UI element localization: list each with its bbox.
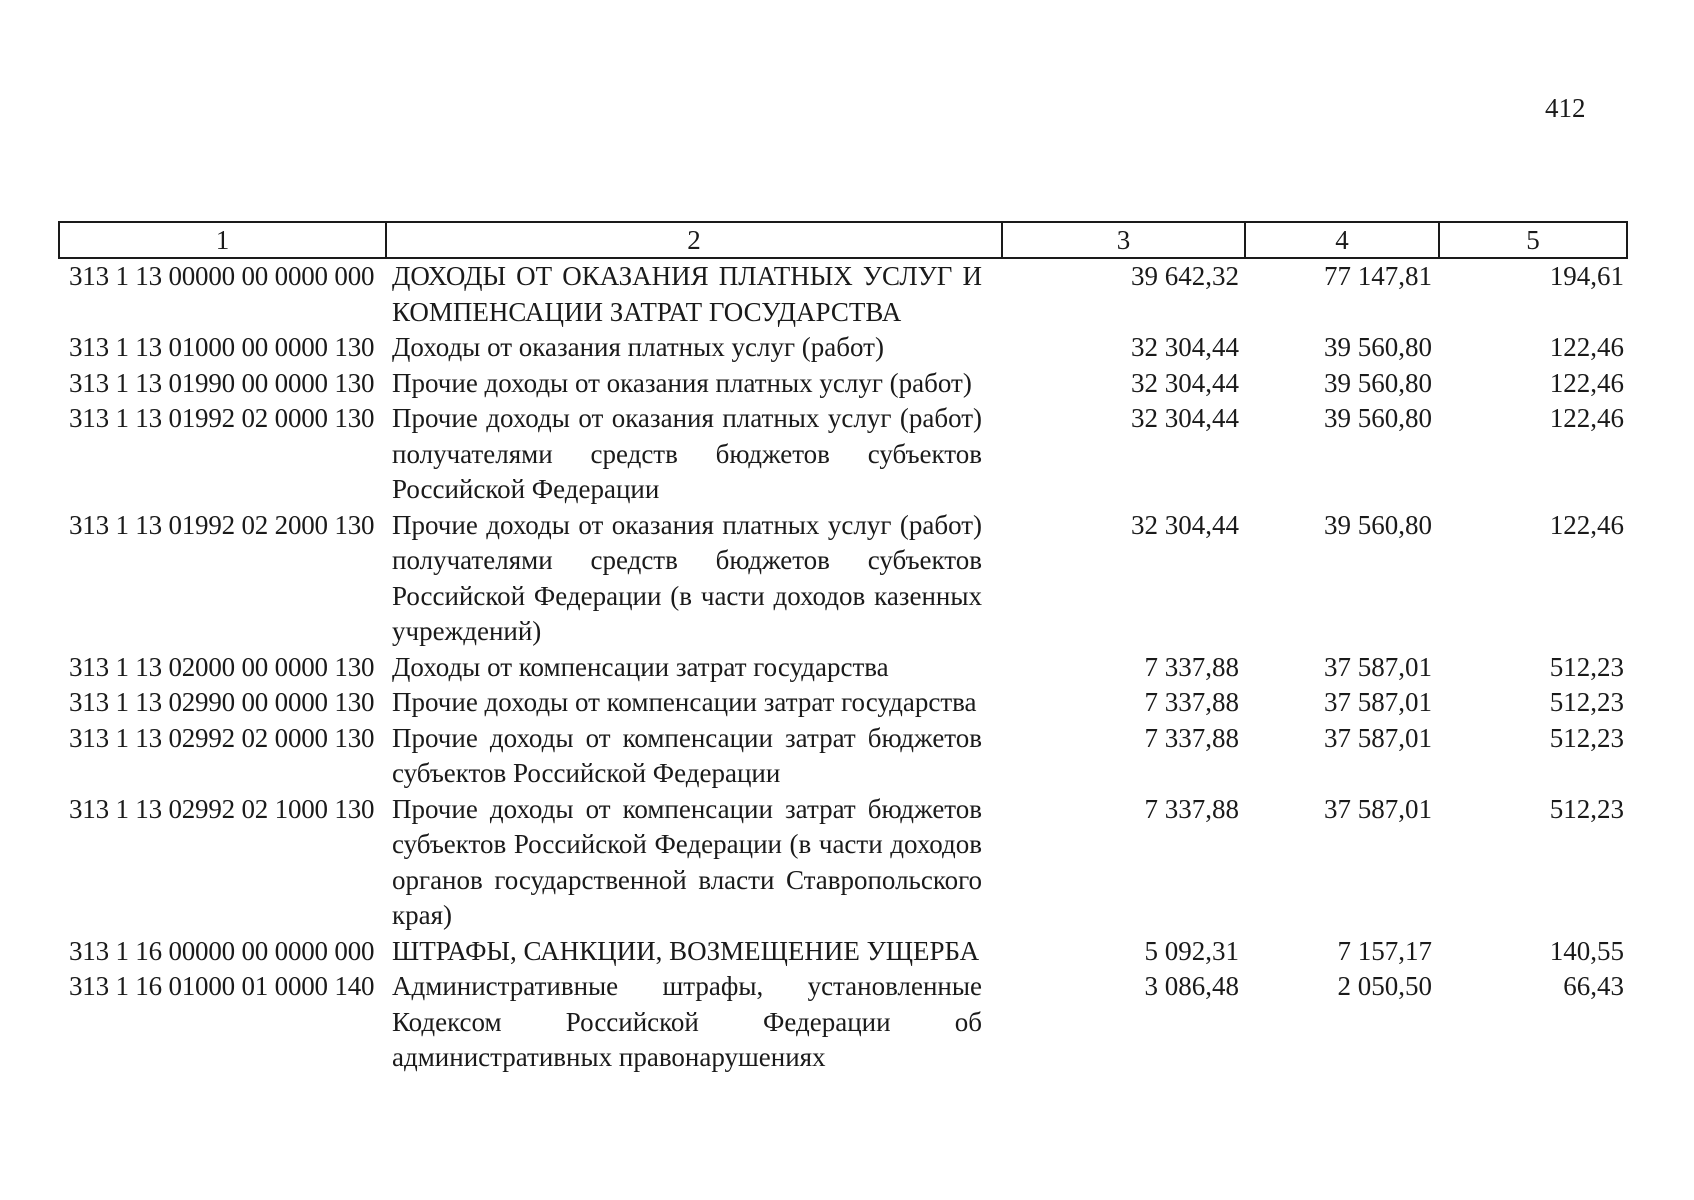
budget-code-cell: 313 1 13 02990 00 0000 130: [69, 687, 375, 717]
table-row: [59, 330, 1627, 366]
budget-code-cell: 313 1 13 02992 02 1000 130: [69, 793, 375, 824]
table-header: [59, 222, 1627, 258]
table-row: [59, 258, 1627, 330]
value-col4-cell: 7 157,17: [1337, 935, 1432, 966]
budget-code-cell: 313 1 13 02992 02 0000 130: [69, 722, 375, 753]
header-row: [59, 222, 1627, 258]
table-row: [59, 650, 1627, 686]
value-col4-cell: 77 147,81: [1324, 261, 1432, 291]
value-col3-cell: 39 642,32: [1131, 261, 1239, 291]
value-col3-cell: 7 337,88: [1144, 722, 1239, 753]
budget-code-cell: 313 1 16 00000 00 0000 000: [69, 935, 375, 966]
description-cell: ШТРАФЫ, САНКЦИИ, ВОЗМЕЩЕНИЕ УЩЕРБА: [392, 935, 980, 966]
table-row: [59, 366, 1627, 402]
value-col4-cell: 2 050,50: [1337, 971, 1432, 1001]
table-row: [59, 401, 1627, 508]
value-col4-cell: 37 587,01: [1324, 722, 1432, 753]
table-row: [59, 685, 1627, 721]
value-col5-cell: 140,55: [1549, 935, 1624, 966]
page-number: 412: [1545, 93, 1586, 123]
value-col5-cell: 122,46: [1549, 367, 1624, 398]
budget-code-cell: 313 1 13 00000 00 0000 000: [69, 261, 375, 291]
description-cell: Прочие доходы от компенсации затрат бюджетов субъектов Российской Федерации: [392, 722, 982, 788]
value-col3-cell: 3 086,48: [1144, 971, 1239, 1001]
description-cell: Прочие доходы от оказания платных услуг (работ) получателями средств бюджетов субъектов Российской Федерации: [392, 403, 982, 504]
value-col3-cell: 7 337,88: [1144, 793, 1239, 824]
value-col5-cell: 122,46: [1549, 403, 1624, 433]
budget-code-cell: 313 1 13 02000 00 0000 130: [69, 651, 375, 682]
table-row: [59, 721, 1627, 792]
budget-code-cell: 313 1 13 01992 02 2000 130: [69, 509, 375, 540]
value-col4-cell: 39 560,80: [1324, 509, 1432, 540]
table-body: [59, 258, 1627, 1076]
description-cell: Прочие доходы от оказания платных услуг (работ): [392, 367, 972, 398]
description-cell: Доходы от оказания платных услуг (работ): [392, 332, 884, 362]
column-header-code: 1: [59, 222, 386, 258]
description-cell: Прочие доходы от компенсации затрат государства: [392, 687, 977, 717]
value-col3-cell: 32 304,44: [1131, 509, 1239, 540]
table-row: [59, 792, 1627, 934]
value-col3-cell: 32 304,44: [1131, 403, 1239, 433]
description-cell: Административные штрафы, установленные Кодексом Российской Федерации об административных правонарушениях: [392, 971, 982, 1072]
column-header-5: 5: [1439, 222, 1627, 258]
value-col5-cell: 512,23: [1549, 651, 1624, 682]
value-col3-cell: 7 337,88: [1144, 651, 1239, 682]
budget-code-cell: 313 1 13 01992 02 0000 130: [69, 403, 375, 433]
value-col3-cell: 32 304,44: [1131, 332, 1239, 362]
value-col4-cell: 37 587,01: [1324, 651, 1432, 682]
budget-code-cell: 313 1 16 01000 01 0000 140: [69, 971, 375, 1001]
value-col4-cell: 37 587,01: [1324, 793, 1432, 824]
value-col5-cell: 512,23: [1549, 687, 1624, 717]
column-header-name: 2: [386, 222, 1002, 258]
value-col5-cell: 66,43: [1563, 971, 1624, 1001]
description-cell: Прочие доходы от компенсации затрат бюджетов субъектов Российской Федерации (в части доходов органов государственной власти Ставропольского края): [392, 793, 982, 930]
value-col5-cell: 122,46: [1549, 332, 1624, 362]
value-col3-cell: 7 337,88: [1144, 687, 1239, 717]
description-cell: ДОХОДЫ ОТ ОКАЗАНИЯ ПЛАТНЫХ УСЛУГ И КОМПЕНСАЦИИ ЗАТРАТ ГОСУДАРСТВА: [392, 261, 982, 327]
value-col4-cell: 39 560,80: [1324, 367, 1432, 398]
value-col4-cell: 39 560,80: [1324, 403, 1432, 433]
revenue-table: [58, 221, 1628, 1076]
value-col5-cell: 512,23: [1549, 793, 1624, 824]
table-row: [59, 934, 1627, 970]
budget-code-cell: 313 1 13 01990 00 0000 130: [69, 367, 375, 398]
description-cell: Доходы от компенсации затрат государства: [392, 651, 889, 682]
value-col3-cell: 5 092,31: [1144, 935, 1239, 966]
value-col4-cell: 37 587,01: [1324, 687, 1432, 717]
value-col3-cell: 32 304,44: [1131, 367, 1239, 398]
value-col5-cell: 512,23: [1549, 722, 1624, 753]
column-header-3: 3: [1002, 222, 1245, 258]
value-col5-cell: 122,46: [1549, 509, 1624, 540]
value-col4-cell: 39 560,80: [1324, 332, 1432, 362]
value-col5-cell: 194,61: [1549, 261, 1624, 291]
table-row: [59, 969, 1627, 1076]
budget-code-cell: 313 1 13 01000 00 0000 130: [69, 332, 375, 362]
column-header-4: 4: [1245, 222, 1439, 258]
table-row: [59, 508, 1627, 650]
description-cell: Прочие доходы от оказания платных услуг (работ) получателями средств бюджетов субъектов Российской Федерации (в части доходов казенных учреждений): [392, 509, 982, 646]
